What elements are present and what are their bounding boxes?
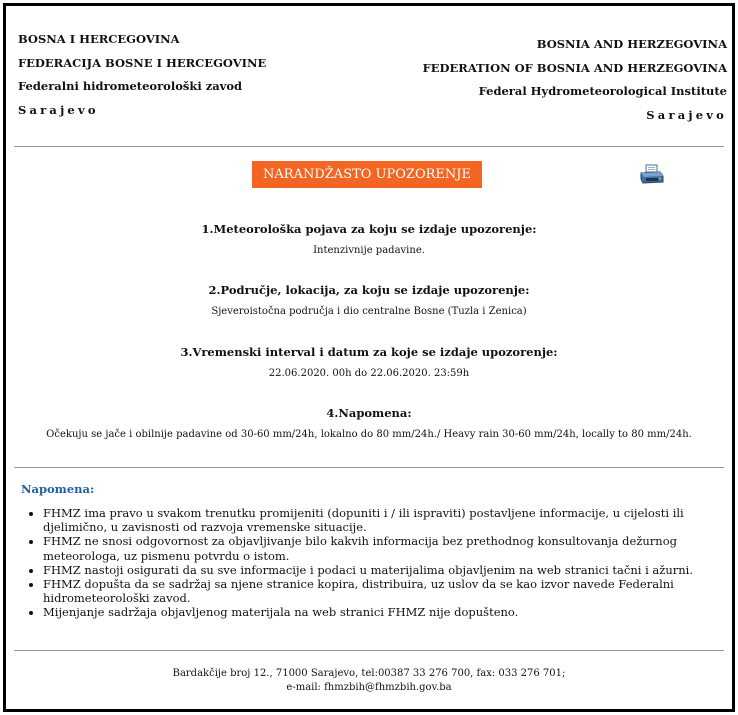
list-item: • FHMZ nastoji osigurati da su sve informacije i podaci u materijalima objavljenim na web stranici tačni i ažurni. <box>43 563 733 577</box>
warning-section-interval <box>6 345 732 379</box>
content-divider <box>14 467 724 468</box>
section-heading: 4.Napomena: <box>326 406 412 420</box>
footer <box>6 667 732 695</box>
header-left-country: BOSNA I HERCEGOVINA <box>18 32 180 46</box>
footer-divider <box>14 650 724 651</box>
warning-level-banner: NARANDŽASTO UPOZORENJE <box>252 161 482 188</box>
warning-section-note <box>6 406 732 440</box>
header-left-local <box>18 28 266 122</box>
list-item: • Mijenjanje sadržaja objavljenog materijala na web stranici FHMZ nije dopušteno. <box>43 605 733 619</box>
list-item: • FHMZ ne snosi odgovornost za objavljivanje bilo kakvih informacija bez prethodnog konsultovanja dežurnog meteorologa, uz pismenu potvrdu o istom. <box>43 534 733 562</box>
section-value: Očekuju se jače i obilnije padavine od 30-60 mm/24h, lokalno do 80 mm/24h./ Heavy rain 30-60 mm/24h, locally to 80 mm/24h. <box>46 429 692 440</box>
header-left-city: Sarajevo <box>18 102 99 117</box>
list-item: • FHMZ dopušta da se sadržaj sa njene stranice kopira, distribuira, uz uslov da se kao izvor navede Federalni hidrometeorološki zavod. <box>43 577 733 605</box>
section-value: Intenzivnije padavine. <box>313 245 425 256</box>
header-divider <box>14 146 724 147</box>
document-header <box>6 6 732 144</box>
section-heading: 3.Vremenski interval i datum za koje se izdaje upozorenje: <box>180 345 558 359</box>
header-right-federation: FEDERATION OF BOSNIA AND HERZEGOVINA <box>422 60 727 75</box>
section-heading: 2.Područje, lokacija, za koju se izdaje upozorenje: <box>208 283 530 297</box>
notes-title: Napomena: <box>21 482 95 496</box>
warning-row <box>6 161 732 191</box>
section-value: Sjeveroistočna područja i dio centralne Bosne (Tuzla i Zenica) <box>211 306 527 317</box>
header-right-country: BOSNIA AND HERZEGOVINA <box>536 37 727 51</box>
section-heading: 1.Meteorološka pojava za koju se izdaje upozorenje: <box>201 222 537 236</box>
section-value: 22.06.2020. 00h do 22.06.2020. 23:59h <box>268 368 470 379</box>
notes-list <box>21 506 733 620</box>
header-left-federation: FEDERACIJA BOSNE I HERCEGOVINE <box>18 55 267 70</box>
printer-icon[interactable] <box>639 164 665 186</box>
header-left-institute: Federalni hidrometeorološki zavod <box>18 79 243 93</box>
header-right-city: Sarajevo <box>646 107 727 122</box>
footer-address: Bardakčije broj 12., 71000 Sarajevo, tel:00387 33 276 700, fax: 033 276 701; <box>172 668 566 679</box>
warning-section-area <box>6 283 732 317</box>
warning-section-phenomenon <box>6 222 732 256</box>
list-item: • FHMZ ima pravo u svakom trenutku promijeniti (dopuniti i / ili ispraviti) postavljene informacije, u cijelosti ili djelimično, u zavisnosti od razvoja vremenske situacije. <box>43 506 733 534</box>
footer-email[interactable]: e-mail: fhmzbih@fhmzbih.gov.ba <box>286 682 452 693</box>
header-right-institute: Federal Hydrometeorological Institute <box>478 84 727 98</box>
document-frame <box>3 3 735 712</box>
header-right-english <box>423 33 727 127</box>
